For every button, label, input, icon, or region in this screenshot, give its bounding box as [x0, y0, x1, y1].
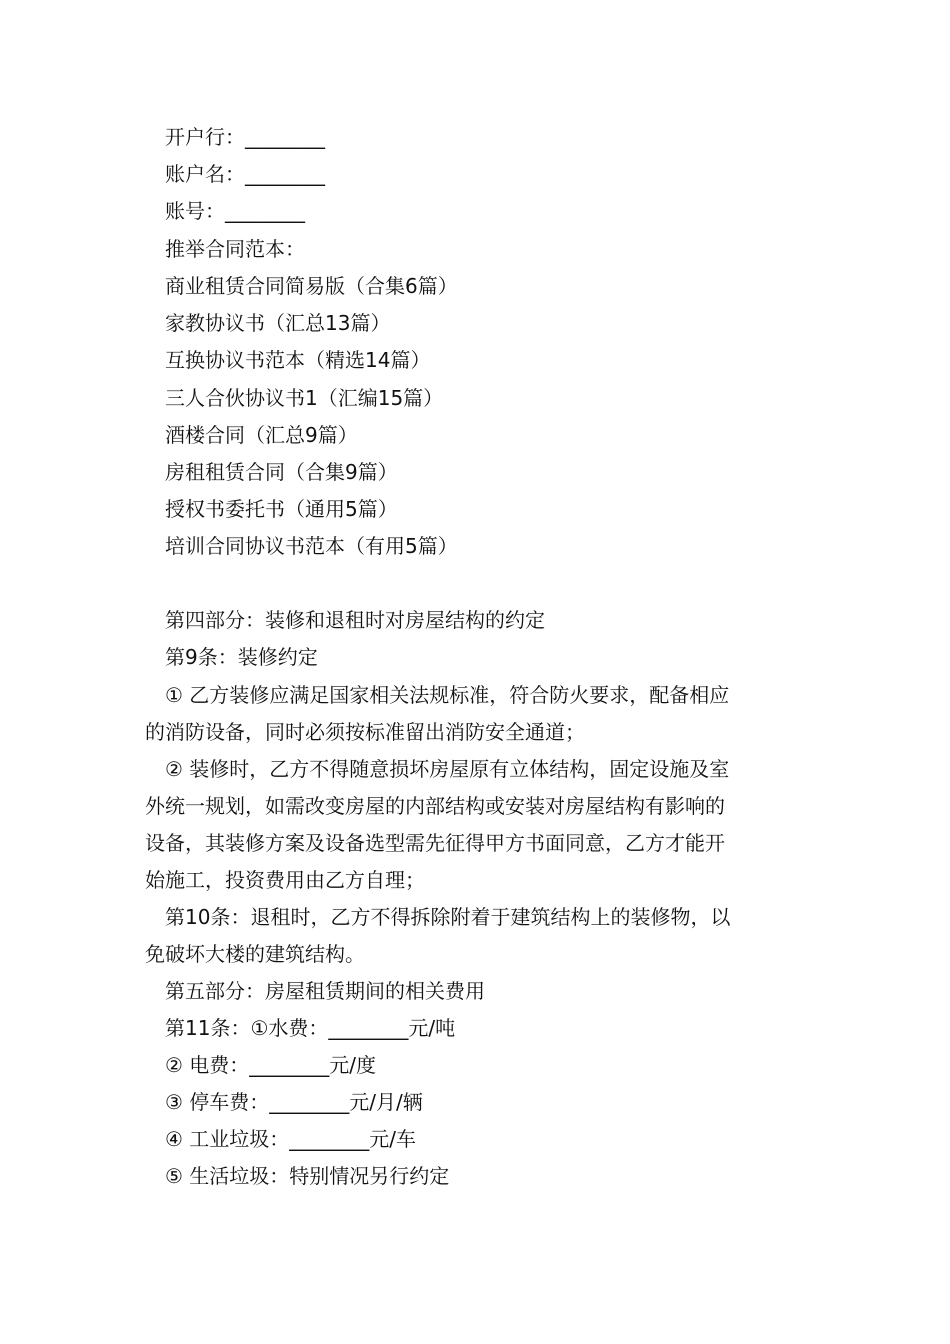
- electric-fee-line: ② 电费：________元/度: [165, 1053, 377, 1077]
- article-10-line-1: 第10条：退租时，乙方不得拆除附着于建筑结构上的装修物，以: [165, 905, 731, 929]
- recommend-heading: 推举合同范本：: [165, 237, 305, 261]
- parking-fee-line: ③ 停车费：________元/月/辆: [165, 1090, 423, 1114]
- clause-2-line-2: 外统一规划，如需改变房屋的内部结构或安装对房屋结构有影响的: [145, 794, 725, 818]
- recommend-item: 培训合同协议书范本（有用5篇）: [165, 534, 458, 558]
- account-number-line: 账号：________: [165, 199, 305, 223]
- clause-2-line-4: 始施工，投资费用由乙方自理；: [145, 868, 425, 892]
- article-9-title: 第9条：装修约定: [165, 645, 318, 669]
- part4-heading: 第四部分：装修和退租时对房屋结构的约定: [165, 608, 545, 632]
- recommend-item: 房租租赁合同（合集9篇）: [165, 460, 398, 484]
- clause-2-line-3: 设备，其装修方案及设备选型需先征得甲方书面同意，乙方才能开: [145, 831, 725, 855]
- recommend-item: 授权书委托书（通用5篇）: [165, 497, 398, 521]
- clause-1-line-1: ① 乙方装修应满足国家相关法规标准，符合防火要求，配备相应: [165, 683, 730, 707]
- domestic-waste-line: ⑤ 生活垃圾：特别情况另行约定: [165, 1164, 450, 1188]
- water-fee-line: 第11条：①水费：________元/吨: [165, 1016, 456, 1040]
- recommend-item: 酒楼合同（汇总9篇）: [165, 423, 358, 447]
- recommend-item: 家教协议书（汇总13篇）: [165, 311, 391, 335]
- industrial-waste-line: ④ 工业垃圾：________元/车: [165, 1127, 417, 1151]
- part5-heading: 第五部分：房屋租赁期间的相关费用: [165, 979, 485, 1003]
- bank-line: 开户行：________: [165, 125, 325, 149]
- article-10-line-2: 免破坏大楼的建筑结构。: [145, 942, 365, 966]
- recommend-item: 三人合伙协议书1（汇编15篇）: [165, 386, 444, 410]
- account-name-line: 账户名：________: [165, 162, 325, 186]
- clause-1-line-2: 的消防设备，同时必须按标准留出消防安全通道；: [145, 720, 585, 744]
- recommend-item: 互换协议书范本（精选14篇）: [165, 348, 431, 372]
- recommend-item: 商业租赁合同简易版（合集6篇）: [165, 274, 458, 298]
- clause-2-line-1: ② 装修时，乙方不得随意损坏房屋原有立体结构，固定设施及室: [165, 757, 730, 781]
